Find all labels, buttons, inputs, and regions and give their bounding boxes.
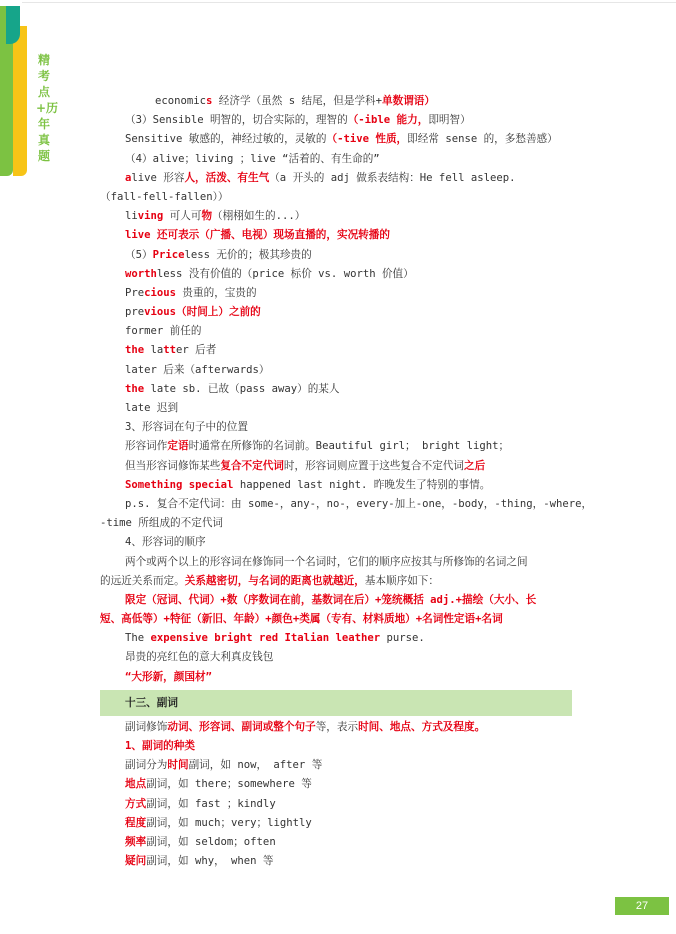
text-line [100, 226, 576, 245]
emphasis-text: Something special [125, 478, 234, 491]
text-line [100, 361, 576, 380]
text-segment: 副词，如 much；very；lightly [146, 816, 312, 829]
text-segment: late sb. 已故（pass away）的某人 [144, 382, 340, 395]
emphasis-text: 地点 [125, 778, 147, 791]
text-segment: la [144, 344, 164, 357]
text-line [100, 130, 576, 149]
emphasis-text: 时间 [167, 759, 189, 772]
text-line [100, 648, 576, 667]
text-segment: live 形容 [131, 171, 185, 184]
text-line [100, 610, 576, 629]
text-line [100, 380, 576, 399]
emphasis-text: “大形新，颜国材” [125, 670, 212, 683]
text-segment: Sensitive 敏感的，神经过敏的，灵敏的 [125, 133, 327, 146]
text-line [100, 399, 576, 418]
text-line [100, 207, 576, 226]
text-line [100, 457, 576, 476]
text-line [100, 188, 576, 207]
text-segment: （3）Sensible 明智的，切合实际的，理智的 [125, 114, 348, 127]
text-line [100, 418, 576, 437]
text-line [100, 169, 576, 188]
emphasis-text: 限定（冠词、代词）+数（序数词在前，基数词在后）+笼统概括 adj.+描绘（大小、长 [125, 593, 537, 606]
page-number: 27 [615, 897, 669, 915]
text-segment: less 没有价值的（price 标价 vs. worth 价值） [156, 267, 414, 280]
emphasis-text: 疑问 [125, 855, 147, 868]
text-segment: 副词，如 why， when 等 [146, 855, 274, 868]
text-line [100, 814, 576, 833]
text-segment: （栩栩如生的...） [212, 210, 306, 223]
text-line [100, 718, 576, 737]
emphasis-text: Price [152, 248, 185, 261]
decorative-teal-bar [6, 6, 20, 44]
text-segment: 副词，如 fast ；kindly [146, 797, 276, 810]
adverb-section [100, 718, 576, 872]
text-line [100, 284, 576, 303]
text-segment: economic [155, 95, 207, 107]
text-segment: 即明智） [428, 114, 471, 127]
section-heading: 十三、副词 [100, 690, 572, 716]
text-segment: 但当形容词修饰某些 [125, 459, 221, 472]
emphasis-text: 动词、形容词、副词或整个句子 [167, 720, 316, 733]
text-segment: 基本顺序如下： [364, 574, 439, 587]
text-segment: later 后来（afterwards） [125, 363, 270, 376]
text-line [100, 92, 576, 111]
text-line [100, 303, 576, 322]
text-segment: 经济学（虽然 s 结尾，但是学科+ [212, 95, 383, 107]
text-segment: 副词，如 now， after 等 [188, 759, 323, 772]
text-line [100, 833, 576, 852]
text-segment: late 迟到 [125, 402, 179, 414]
emphasis-text: live 还可表示（广播、电视）现场直播的，实况转播的 [125, 229, 390, 242]
emphasis-text: vious（时间上）之前的 [144, 306, 261, 319]
text-segment: 两个或两个以上的形容词在修饰同一个名词时，它们的顺序应按其与所修饰的名词之间 [125, 555, 528, 568]
emphasis-text: s [206, 95, 213, 107]
emphasis-text: （-tive 性质， [326, 133, 408, 146]
text-line [100, 495, 593, 514]
text-segment: 昂贵的亮红色的意大利真皮钱包 [125, 651, 274, 664]
emphasis-text: 1、副词的种类 [125, 740, 195, 752]
text-line [100, 737, 576, 756]
emphasis-text: 时间、地点、方式及程度。 [358, 720, 486, 733]
text-segment: 时通常在所修饰的名词前。Beautiful girl； bright light； [188, 440, 510, 453]
text-segment: （a 开头的 adj 做系表结构：He fell asleep. [269, 171, 516, 184]
text-line [100, 265, 576, 284]
text-segment: （4）alive；living ；live “活着的、有生命的” [125, 152, 380, 165]
text-line [100, 514, 576, 533]
text-line [100, 629, 576, 648]
text-segment: The [125, 632, 151, 645]
emphasis-text: 人，活泼、有生气 [184, 171, 270, 184]
text-segment: 贵重的，宝贵的 [176, 286, 257, 299]
text-line [100, 533, 576, 552]
text-segment: former 前任的 [125, 325, 202, 338]
text-line [100, 246, 576, 265]
text-line [100, 775, 576, 794]
text-segment: li [125, 210, 138, 223]
emphasis-text: tt [163, 344, 177, 357]
emphasis-text: 之后 [464, 459, 486, 472]
emphasis-text: 短、高低等）+特征（新旧、年龄）+颜色+类属（专有、材料质地）+名词性定语+名词 [100, 613, 503, 626]
text-segment: p.s. 复合不定代词：由 some-，any-，no-，every-加上-one，-body，-thing，-where， [125, 497, 593, 510]
text-line [100, 437, 576, 456]
sidebar-title: 精考点+历年真题 [36, 53, 59, 163]
text-line [100, 476, 576, 495]
text-segment: 时，形容词则应置于这些复合不定代词 [283, 459, 464, 472]
text-segment: 副词，如 there；somewhere 等 [146, 778, 312, 791]
text-segment: 等，表示 [315, 720, 359, 733]
emphasis-text: 频率 [125, 835, 147, 848]
text-line [100, 756, 576, 775]
emphasis-text: expensive bright red Italian leather [150, 632, 381, 645]
text-segment: er 后者 [176, 344, 217, 357]
text-segment: （fall-fell-fallen）） [100, 190, 229, 203]
text-segment: 4、形容词的顺序 [125, 536, 206, 549]
emphasis-text: cious [144, 286, 177, 299]
text-segment: 的远近关系而定。 [100, 574, 185, 587]
text-segment: 即经常 sense 的，多愁善感） [407, 133, 558, 146]
text-segment: （5） [125, 248, 153, 261]
emphasis-text: 复合不定代词 [220, 459, 284, 472]
text-line [100, 150, 576, 169]
adjective-section [100, 92, 593, 687]
text-segment: happened last night. 昨晚发生了特别的事情。 [233, 478, 491, 491]
page-content [100, 92, 593, 871]
emphasis-text: 程度 [125, 816, 147, 829]
text-segment: 形容词作 [125, 440, 168, 453]
emphasis-text: 关系越密切，与名词的距离也就越近， [184, 574, 365, 587]
top-rule [22, 2, 676, 3]
emphasis-text: the [125, 344, 145, 357]
emphasis-text: worth [125, 267, 157, 280]
emphasis-text: 单数谓语） [382, 95, 435, 107]
text-segment: 可人可 [163, 210, 202, 223]
text-segment: purse. [380, 632, 425, 645]
text-segment: 3、形容词在句子中的位置 [125, 421, 248, 434]
emphasis-text: the [125, 382, 145, 395]
text-line [100, 553, 576, 572]
emphasis-text: a [125, 171, 132, 184]
text-line [100, 852, 576, 871]
text-line [100, 591, 576, 610]
emphasis-text: （-ible 能力， [347, 114, 429, 127]
text-segment: -time 所组成的不定代词 [100, 517, 224, 530]
text-line [100, 572, 576, 591]
decorative-yellow-bar [13, 26, 27, 176]
emphasis-text: 物 [201, 210, 213, 223]
text-segment: Pre [125, 286, 145, 299]
text-line [100, 111, 576, 130]
text-segment: 副词，如 seldom；often [146, 835, 276, 848]
emphasis-text: ving [137, 210, 164, 223]
emphasis-text: 定语 [167, 440, 189, 453]
text-line [100, 322, 576, 341]
text-segment: 副词修饰 [125, 720, 168, 733]
text-line [100, 795, 576, 814]
text-segment: 副词分为 [125, 759, 168, 772]
text-segment: pre [125, 306, 145, 319]
text-segment: less 无价的；极其珍贵的 [184, 248, 312, 261]
text-line [100, 668, 576, 687]
text-line [100, 341, 576, 360]
emphasis-text: 方式 [125, 797, 147, 810]
